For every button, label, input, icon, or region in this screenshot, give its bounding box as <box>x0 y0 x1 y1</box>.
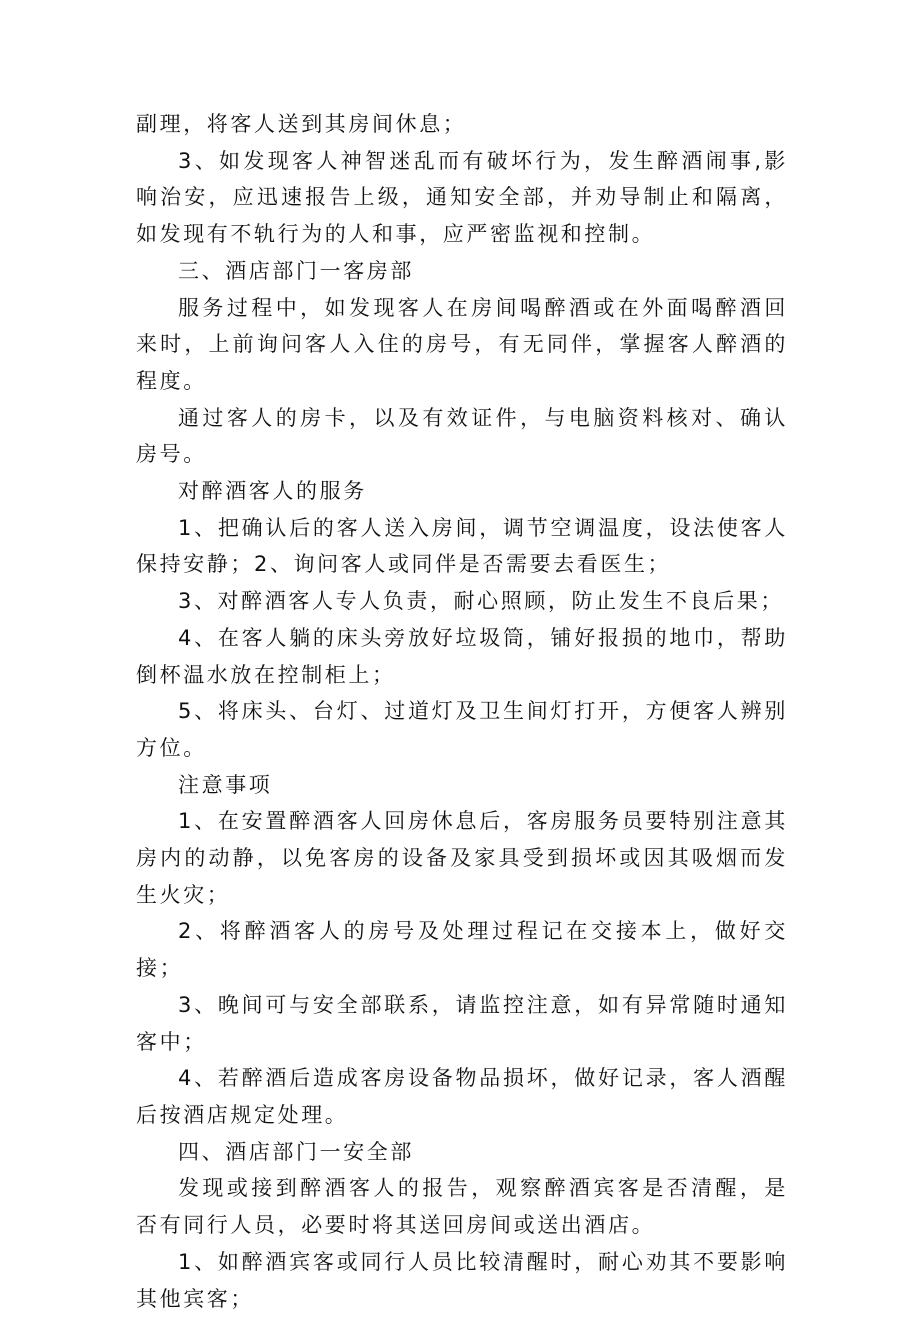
subheading: 注意事项 <box>178 772 273 797</box>
list-item: 2、将醉酒客人的房号及处理过程记在交接本上，做好交接； <box>136 919 788 981</box>
list-item: 3、晚间可与安全部联系，请监控注意，如有异常随时通知客中； <box>136 992 788 1054</box>
section-heading: 四、酒店部门一安全部 <box>178 1139 414 1164</box>
subheading: 对醉酒客人的服务 <box>178 479 367 504</box>
list-item: 4、在客人躺的床头旁放好垃圾筒，铺好报损的地巾，帮助倒杯温水放在控制柜上； <box>136 625 788 687</box>
list-item: 1、如醉酒宾客或同行人员比较清醒时，耐心劝其不要影响其他宾客； <box>136 1249 788 1311</box>
paragraph: 3、如发现客人神智迷乱而有破坏行为，发生醉酒闹事,影响治安，应迅速报告上级，通知安全部，并劝导制止和隔离，如发现有不轨行为的人和事，应严密监视和控制。 <box>136 148 788 247</box>
paragraph: 发现或接到醉酒客人的报告，观察醉酒宾客是否清醒，是否有同行人员，必要时将其送回房间或送出酒店。 <box>136 1176 788 1238</box>
paragraph: 副理，将客人送到其房间休息； <box>136 112 467 136</box>
paragraph: 通过客人的房卡，以及有效证件，与电脑资料核对、确认房号。 <box>136 405 788 467</box>
list-item: 4、若醉酒后造成客房设备物品损坏，做好记录，客人酒醒后按酒店规定处理。 <box>136 1066 788 1127</box>
list-item: 1、在安置醉酒客人回房休息后，客房服务员要特别注意其房内的动静，以免客房的设备及家具受到损坏或因其吸烟而发生火灾； <box>136 809 788 907</box>
list-item: 3、对醉酒客人专人负责，耐心照顾，防止发生不良后果； <box>178 589 784 614</box>
paragraph: 服务过程中，如发现客人在房间喝醉酒或在外面喝醉酒回来时，上前询问客人入住的房号，有无同伴，掌握客人醉酒的程度。 <box>136 295 788 393</box>
list-item: 5、将床头、台灯、过道灯及卫生间灯打开，方便客人辨别方位。 <box>136 699 788 760</box>
section-heading: 三、酒店部门一客房部 <box>178 258 414 283</box>
list-item: 1、把确认后的客人送入房间，调节空调温度，设法使客人保持安静；2、询问客人或同伴是否需要去看医生； <box>136 515 788 577</box>
